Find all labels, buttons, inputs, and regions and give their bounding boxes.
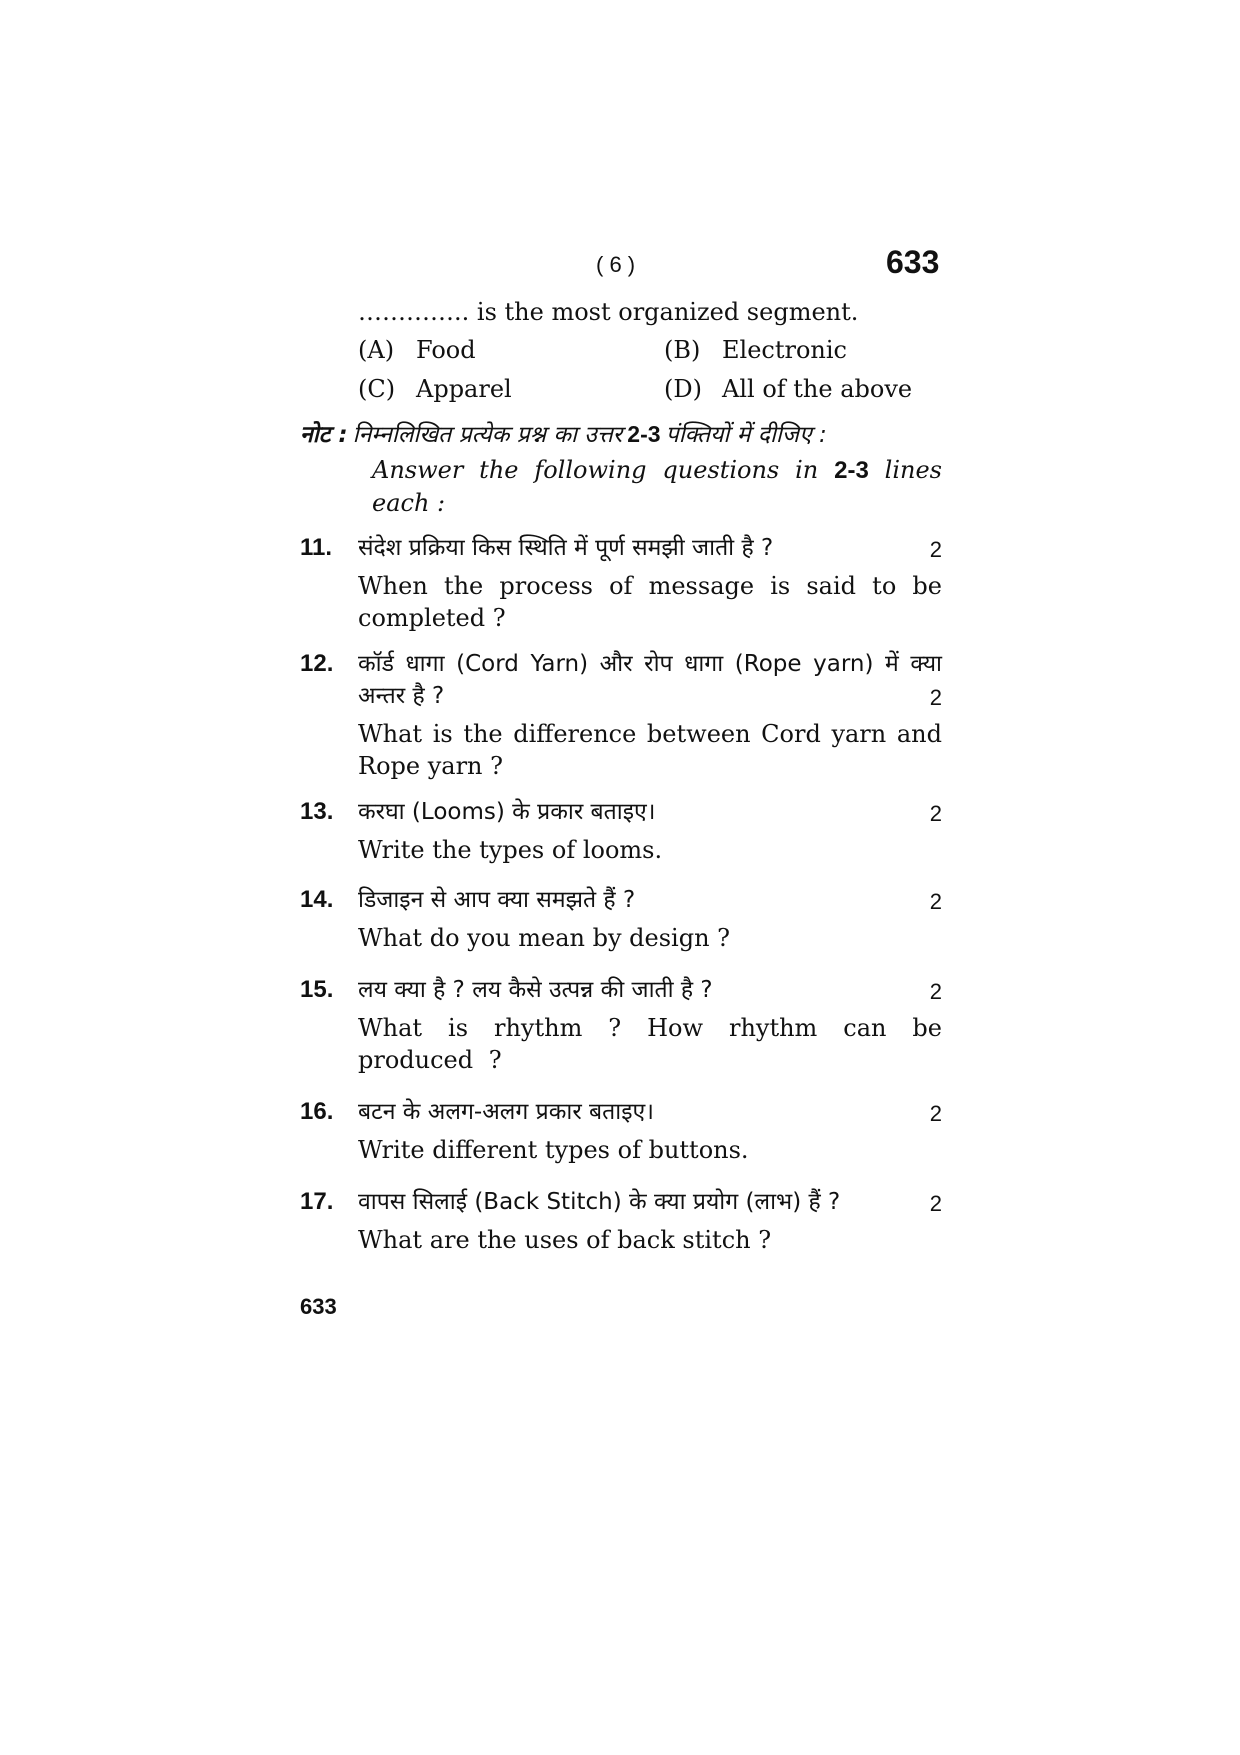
question-hindi: डिजाइन से आप क्या समझते हैं ? bbox=[358, 887, 636, 913]
question-english: Write the types of looms. bbox=[358, 836, 663, 864]
question-number: 16. bbox=[300, 1098, 334, 1125]
note-english bbox=[372, 454, 942, 519]
question-number: 14. bbox=[300, 886, 334, 913]
question-hindi: वापस सिलाई (Back Stitch) के क्या प्रयोग (लाभ) हैं ? bbox=[358, 1189, 841, 1215]
question-marks: 2 bbox=[929, 537, 942, 562]
question-marks: 2 bbox=[929, 1191, 942, 1216]
question-english: What is the difference between Cord yarn and Rope yarn ? bbox=[358, 720, 942, 780]
question-number: 12. bbox=[300, 650, 334, 677]
question-number: 15. bbox=[300, 976, 334, 1003]
question-hindi: कॉर्ड धागा (Cord Yarn) और रोप धागा (Rope yarn) में क्या अन्तर है ? bbox=[358, 651, 942, 709]
option-c-label: (C) bbox=[358, 375, 396, 403]
note-lines-english: 2-3 bbox=[834, 457, 869, 484]
footer-paper-code: 633 bbox=[300, 1294, 337, 1319]
option-a-label: (A) bbox=[358, 336, 395, 364]
option-b-text: Electronic bbox=[722, 336, 847, 364]
question-english: What is rhythm ? How rhythm can be produced ? bbox=[358, 1014, 942, 1074]
mcq-stem: ………….. is the most organized segment. bbox=[358, 298, 859, 326]
question-number: 17. bbox=[300, 1188, 334, 1215]
note-text-hindi-before: निम्नलिखित प्रत्येक प्रश्न का उत्तर bbox=[352, 422, 623, 448]
question-english: What are the uses of back stitch ? bbox=[358, 1226, 772, 1254]
question-hindi: करघा (Looms) के प्रकार बताइए। bbox=[358, 799, 656, 825]
option-c-text: Apparel bbox=[416, 375, 512, 403]
option-d-label: (D) bbox=[664, 375, 702, 403]
question-marks: 2 bbox=[929, 1101, 942, 1126]
question-english: Write different types of buttons. bbox=[358, 1136, 749, 1164]
option-d-text: All of the above bbox=[722, 375, 913, 403]
question-hindi: बटन के अलग-अलग प्रकार बताइए। bbox=[358, 1099, 654, 1125]
page-number: ( 6 ) bbox=[596, 252, 636, 277]
question-number: 11. bbox=[300, 534, 333, 561]
option-a-text: Food bbox=[416, 336, 476, 364]
question-marks: 2 bbox=[929, 889, 942, 914]
note-text-english-before: Answer the following questions in bbox=[372, 456, 819, 484]
question-english: What do you mean by design ? bbox=[358, 924, 731, 952]
note-label: नोट : bbox=[300, 422, 348, 448]
question-hindi: लय क्या है ? लय कैसे उत्पन्न की जाती है ? bbox=[358, 977, 713, 1003]
note-text-english-after: lines each : bbox=[372, 456, 942, 517]
question-number: 13. bbox=[300, 798, 334, 825]
question-marks: 2 bbox=[929, 685, 942, 710]
question-marks: 2 bbox=[929, 801, 942, 826]
paper-code: 633 bbox=[886, 244, 940, 280]
note-hindi bbox=[300, 418, 950, 451]
question-hindi: संदेश प्रक्रिया किस स्थिति में पूर्ण समझी जाती है ? bbox=[358, 535, 774, 561]
note-text-hindi-after: पंक्तियों में दीजिए : bbox=[665, 422, 827, 448]
note-lines-hindi: 2-3 bbox=[627, 421, 661, 447]
option-b-label: (B) bbox=[664, 336, 701, 364]
question-english: When the process of message is said to be completed ? bbox=[358, 572, 942, 632]
question-marks: 2 bbox=[929, 979, 942, 1004]
